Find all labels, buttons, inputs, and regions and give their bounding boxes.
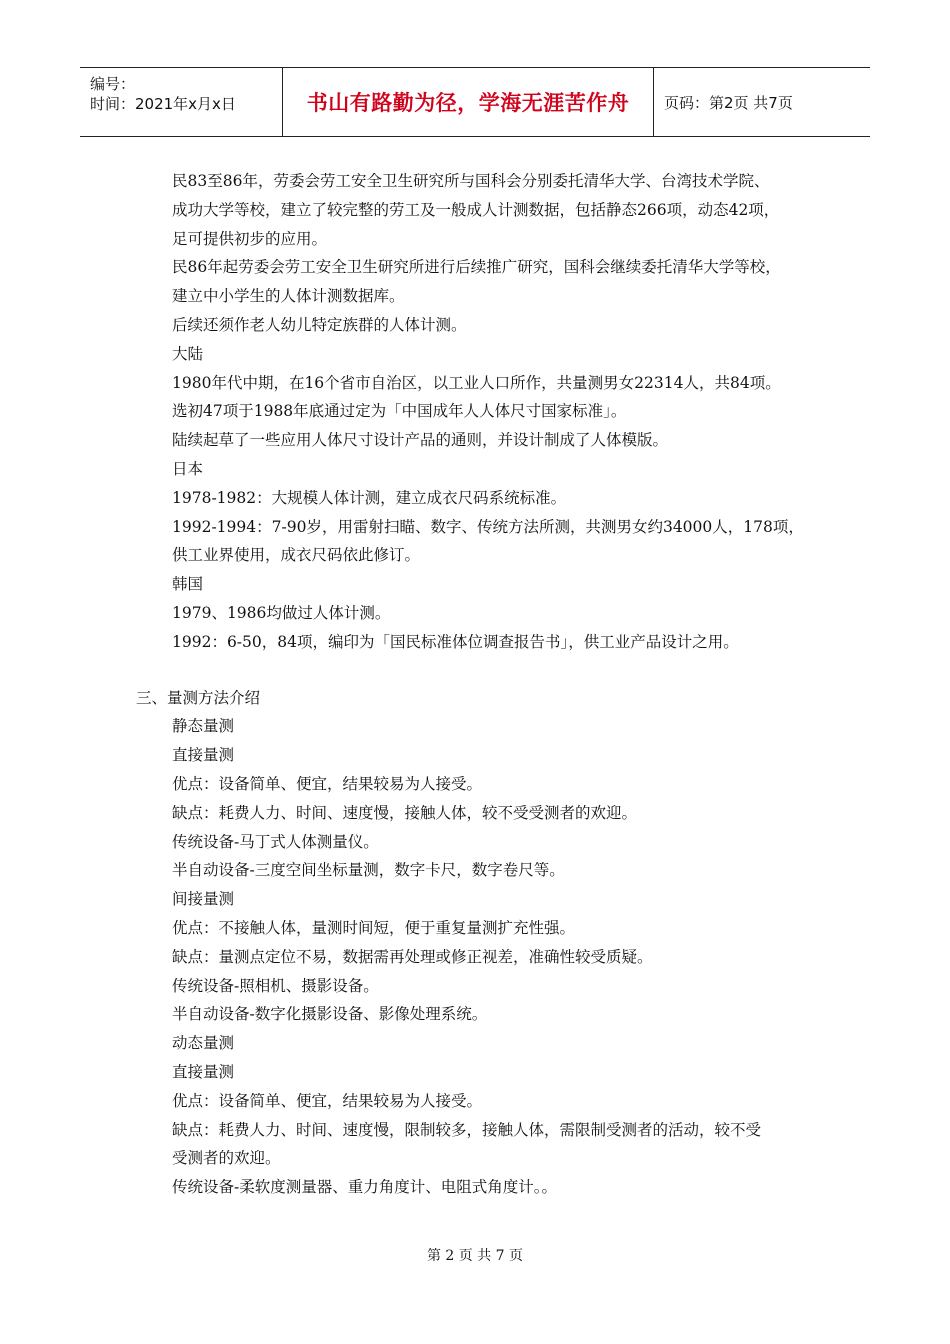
body-line: 优点：设备简单、便宜，结果较易为人接受。 <box>172 1091 483 1110</box>
subheading-dynamic: 动态量测 <box>172 1034 235 1053</box>
body-line: 后续还须作老人幼儿特定族群的人体计测。 <box>172 315 467 334</box>
subheading-mainland: 大陆 <box>172 344 204 363</box>
body-line: 1992-1994：7-90岁，用雷射扫瞄、数字、传统方法所测，共测男女约34000人，178项， <box>172 517 804 536</box>
body-line: 缺点：量测点定位不易，数据需再处理或修正视差，准确性较受质疑。 <box>172 947 653 966</box>
body-line: 优点：设备简单、便宜，结果较易为人接受。 <box>172 774 483 793</box>
subheading-indirect: 间接量测 <box>172 890 235 909</box>
body-line: 传统设备-照相机、摄影设备。 <box>172 976 379 995</box>
document-body <box>136 167 836 1202</box>
body-line: 供工业界使用，成衣尺码依此修订。 <box>172 546 421 565</box>
body-line: 1992：6-50，84项，编印为「国民标准体位调查报告书」，供工业产品设计之用。 <box>172 632 739 651</box>
subheading-direct: 直接量测 <box>172 1062 235 1081</box>
body-line: 陆续起草了一些应用人体尺寸设计产品的通则，并设计制成了人体模版。 <box>172 431 669 450</box>
section-title: 三、量测方法介绍 <box>136 688 261 707</box>
page-footer: 第 2 页 共 7 页 <box>426 1248 524 1264</box>
body-line: 足可提供初步的应用。 <box>172 229 328 248</box>
body-line: 缺点：耗费人力、时间、速度慢，接触人体，较不受受测者的欢迎。 <box>172 803 638 822</box>
subheading-korea: 韩国 <box>172 575 204 594</box>
body-line: 建立中小学生的人体计测数据库。 <box>172 287 405 306</box>
body-line: 选初47项于1988年底通过定为「中国成年人人体尺寸国家标准」。 <box>172 402 627 421</box>
body-line: 1979、1986均做过人体计测。 <box>172 603 391 622</box>
document-header <box>80 67 870 137</box>
header-motto: 书山有路勤为径，学海无涯苦作舟 <box>282 68 654 136</box>
document-date-label: 时间：2021年x月x日 <box>90 95 236 113</box>
body-line: 民86年起劳委会劳工安全卫生研究所进行后续推广研究，国科会继续委托清华大学等校， <box>172 258 781 277</box>
subheading-static: 静态量测 <box>172 717 235 736</box>
subheading-direct: 直接量测 <box>172 746 235 765</box>
body-line: 1980年代中期，在16个省市自治区，以工业人口所作，共量测男女22314人，共84项。 <box>172 373 781 392</box>
header-meta <box>80 68 282 136</box>
body-line: 成功大学等校，建立了较完整的劳工及一般成人计测数据，包括静态266项，动态42项， <box>172 200 780 219</box>
body-line: 传统设备-马丁式人体测量仪。 <box>172 832 379 851</box>
section-spacer <box>136 657 836 684</box>
body-line: 优点：不接触人体，量测时间短，便于重复量测扩充性强。 <box>172 918 576 937</box>
body-line: 缺点：耗费人力、时间、速度慢，限制较多，接触人体，需限制受测者的活动，较不受 <box>172 1120 762 1139</box>
body-line: 民83至86年，劳委会劳工安全卫生研究所与国科会分别委托清华大学、台湾技术学院、 <box>172 172 770 190</box>
body-line: 传统设备-柔软度测量器、重力角度计、电阻式角度计。。 <box>172 1178 557 1197</box>
body-line: 受测者的欢迎。 <box>172 1149 281 1168</box>
body-line: 1978-1982：大规模人体计测，建立成衣尺码系统标准。 <box>172 488 567 507</box>
subheading-japan: 日本 <box>172 459 204 478</box>
document-number-label: 编号： <box>90 75 136 93</box>
body-line: 半自动设备-数字化摄影设备、影像处理系统。 <box>172 1005 488 1024</box>
body-line: 半自动设备-三度空间坐标量测，数字卡尺，数字卷尺等。 <box>172 861 565 880</box>
header-page-indicator: 页码：第2页 共7页 <box>664 93 793 112</box>
